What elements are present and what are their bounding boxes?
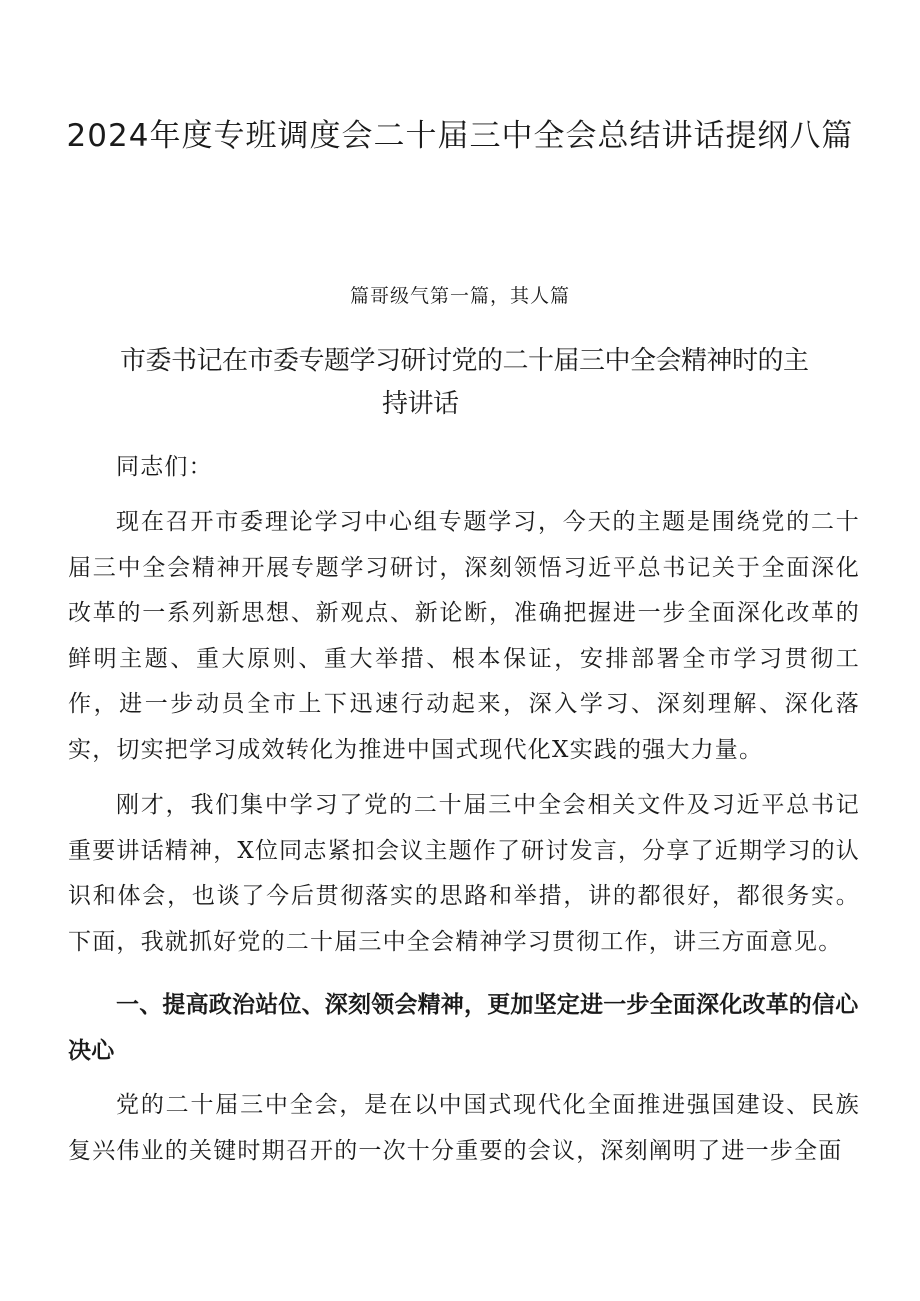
paragraph-3: 党的二十届三中全会，是在以中国式现代化全面推进强国建设、民族复兴伟业的关键时期召开的一次十分重要的会议，深刻阐明了进一步全面: [68, 1092, 860, 1164]
paragraph-2: 刚才，我们集中学习了党的二十届三中全会相关文件及习近平总书记重要讲话精神，X位同志紧扣会议主题作了研讨发言，分享了近期学习的认识和体会，也谈了今后贯彻落实的思路和举措，讲的都很好，都很务实。下面，我就抓好党的二十届三中全会精神学习贯彻工作，讲三方面意见。: [68, 792, 860, 955]
salutation: 同志们：: [116, 454, 213, 480]
paragraph-1: 现在召开市委理论学习中心组专题学习，今天的主题是围绕党的二十届三中全会精神开展专题学习研讨，深刻领悟习近平总书记关于全面深化改革的一系列新思想、新观点、新论断，准确把握进一步全面深化改革的鲜明主题、重大原则、重大举措、根本保证，安排部署全市学习贯彻工作，进一步动员全市上下迅速行动起来，深入学习、深刻理解、深化落实，切实把学习成效转化为推进中国式现代化X实践的强大力量。: [68, 509, 860, 763]
section-title: [120, 340, 850, 426]
document-title: 2024年度专班调度会二十届三中全会总结讲话提纲八篇: [66, 118, 854, 154]
heading-1: 一、提高政治站位、深刻领会精神，更加坚定进一步全面深化改革的信心决心: [68, 992, 859, 1064]
section-title-line-2: 持讲话: [382, 389, 459, 419]
section-title-line-1: 市委书记在市委专题学习研讨党的二十届三中全会精神时的主: [120, 346, 809, 376]
document-subtitle: 篇哥级气第一篇，其人篇: [349, 285, 570, 307]
